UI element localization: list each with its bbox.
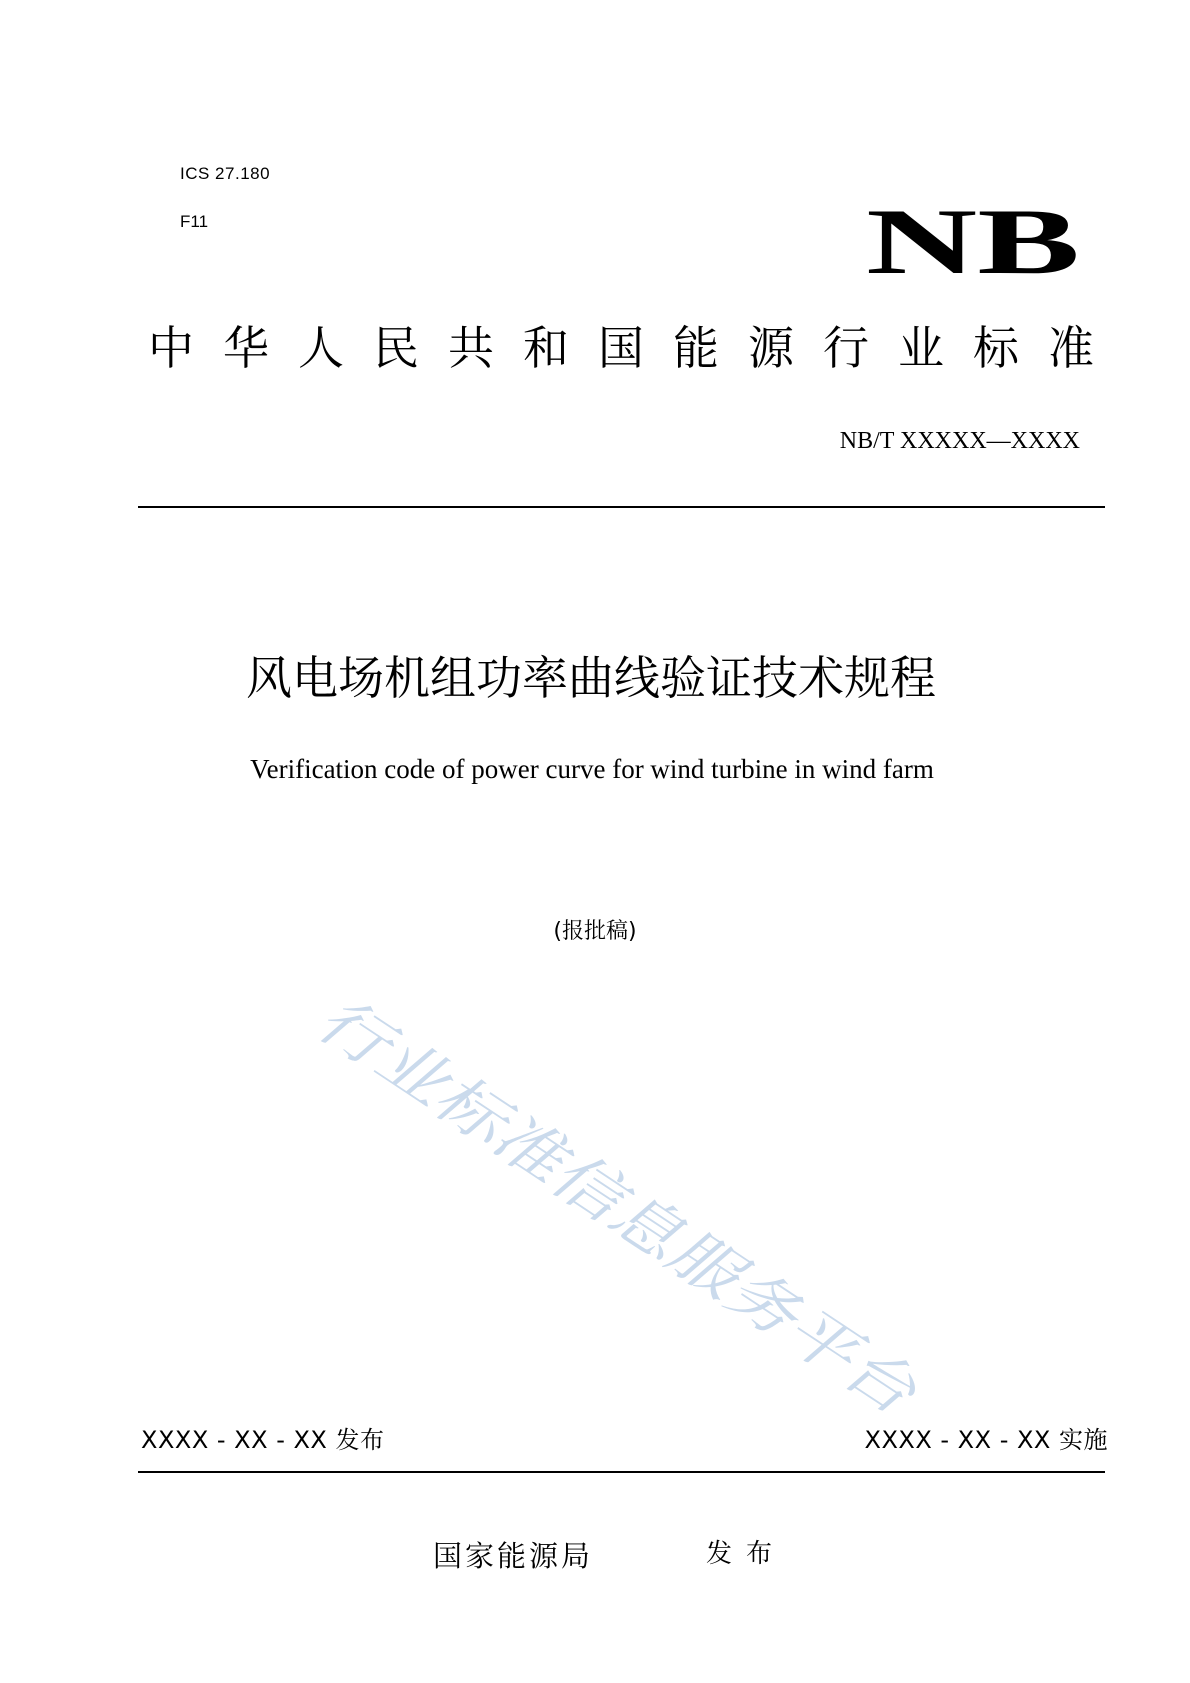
standard-title-char: 和	[523, 321, 569, 375]
standard-title-char: 民	[373, 321, 419, 375]
standard-title-char: 能	[673, 321, 719, 375]
implementation-date: XXXX - XX - XX 实施	[864, 1426, 1108, 1454]
standard-title-char: 人	[298, 321, 344, 375]
svg-text:NB: NB	[866, 190, 1080, 288]
standard-title-char: 业	[898, 321, 944, 375]
standard-title-char: 中	[148, 321, 194, 375]
standard-title-char: 共	[448, 321, 494, 375]
standard-title-char: 行	[823, 321, 869, 375]
standard-number: NB/T XXXXX—XXXX	[839, 428, 1080, 454]
issue-date: XXXX - XX - XX 发布	[141, 1426, 385, 1454]
ics-code: ICS 27.180	[180, 164, 271, 183]
draft-status: (报批稿)	[553, 919, 637, 944]
standard-category-title	[148, 318, 1094, 378]
publisher: 国家能源局	[433, 1539, 594, 1573]
document-title-chinese: 风电场机组功率曲线验证技术规程	[246, 651, 936, 705]
header-divider	[138, 506, 1105, 508]
publish-label: 发布	[706, 1539, 787, 1569]
svg-text:行业标准信息服务平台: 行业标准信息服务平台	[304, 981, 863, 1385]
standard-title-char: 华	[223, 321, 269, 375]
nb-logo	[862, 188, 1084, 288]
standard-title-char: 准	[1048, 321, 1094, 375]
standard-title-char: 标	[973, 321, 1019, 375]
document-title-english: Verification code of power curve for wind turbine in wind farm	[250, 754, 934, 784]
standard-title-char: 源	[748, 321, 794, 375]
footer-divider	[138, 1471, 1105, 1473]
standard-title-char: 国	[598, 321, 644, 375]
ccs-code: F11	[180, 212, 209, 231]
